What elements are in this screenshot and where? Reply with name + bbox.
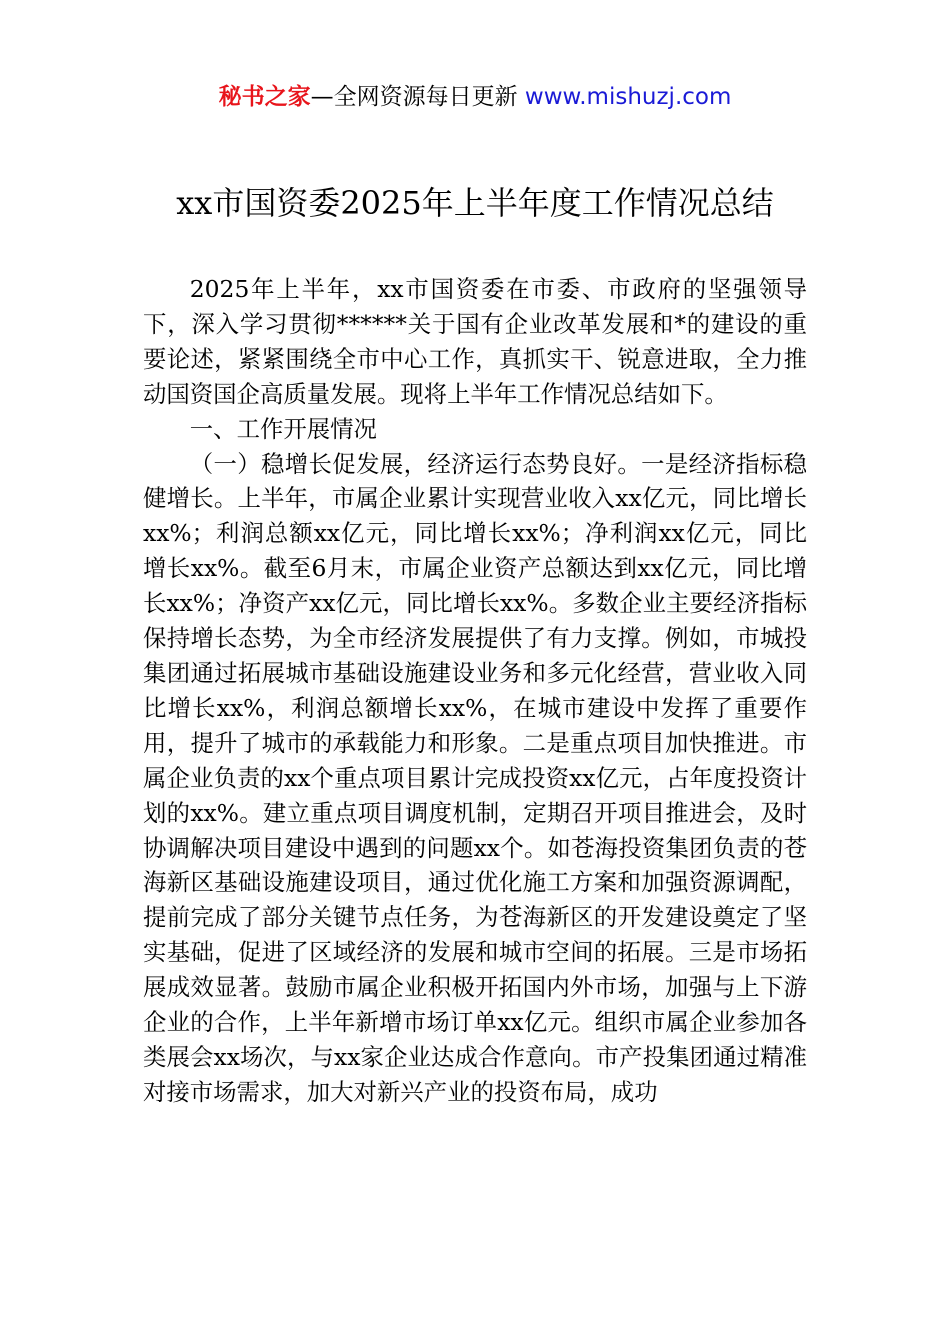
body-paragraph: （一）稳增长促发展，经济运行态势良好。一是经济指标稳健增长。上半年，市属企业累计实现营业收入xx亿元，同比增长xx%；利润总额xx亿元，同比增长xx%；净利润xx亿元，同比增长xx%。截至6月末，市属企业资产总额达到xx亿元，同比增长xx%；净资产xx亿元，同比增长xx%。多数企业主要经济指标保持增长态势，为全市经济发展提供了有力支撑。例如，市城投集团通过拓展城市基础设施建设业务和多元化经营，营业收入同比增长xx%，利润总额增长xx%，在城市建设中发挥了重要作用，提升了城市的承载能力和形象。二是重点项目加快推进。市属企业负责的xx个重点项目累计完成投资xx亿元，占年度投资计划的xx%。建立重点项目调度机制，定期召开项目推进会，及时协调解决项目建设中遇到的问题xx个。如苍海投资集团负责的苍海新区基础设施建设项目，通过优化施工方案和加强资源调配，提前完成了部分关键节点任务，为苍海新区的开发建设奠定了坚实基础，促进了区域经济的发展和城市空间的拓展。三是市场拓展成效显著。鼓励市属企业积极开拓国内外市场，加强与上下游企业的合作，上半年新增市场订单xx亿元。组织市属企业参加各类展会xx场次，与xx家企业达成合作意向。市产投集团通过精准对接市场需求，加大对新兴产业的投资布局，成功	[143, 449, 807, 1106]
site-header	[0, 80, 950, 114]
intro-paragraph: 2025年上半年，xx市国资委在市委、市政府的坚强领导下，深入学习贯彻******关于国有企业改革发展和*的建设的重要论述，紧紧围绕全市中心工作，真抓实干、锐意进取，全力推动国资国企高质量发展。现将上半年工作情况总结如下。	[143, 275, 807, 408]
header-tagline: —全网资源每日更新	[310, 84, 518, 110]
document-body	[143, 272, 807, 1110]
brand-name: 秘书之家	[218, 84, 311, 110]
document-title: xx市国资委2025年上半年度工作情况总结	[176, 184, 774, 222]
section-heading: 一、工作开展情况	[189, 414, 377, 443]
site-url-link[interactable]: www.mishuzj.com	[524, 84, 732, 110]
